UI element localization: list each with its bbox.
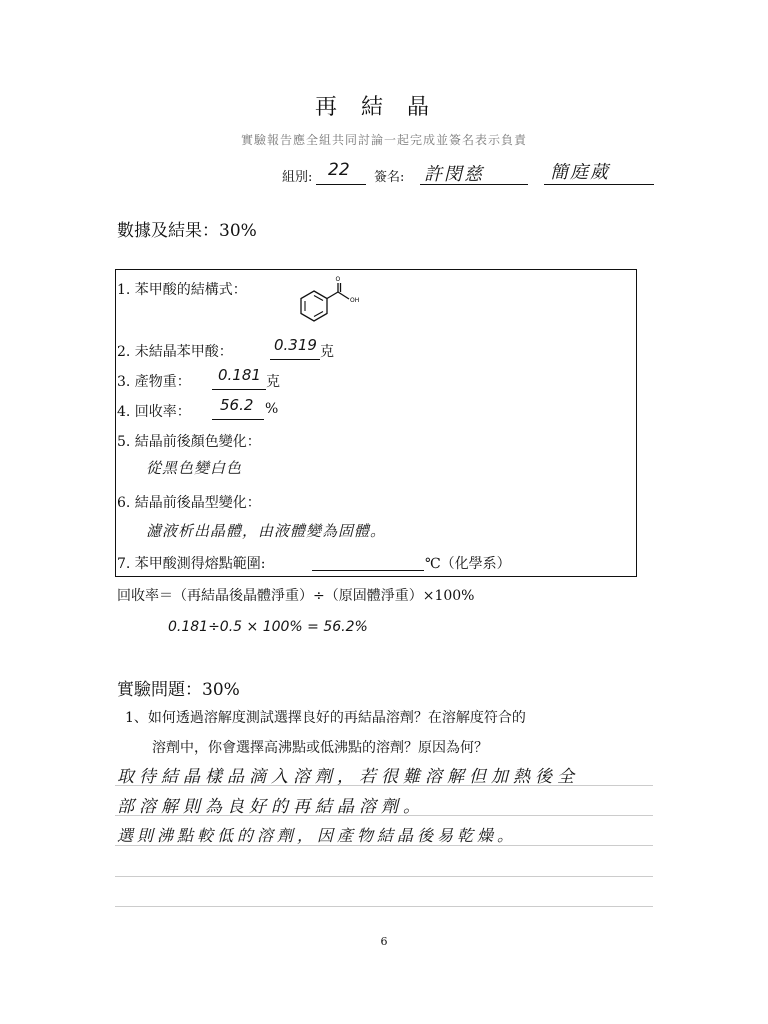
item-2-label: 2. 未結晶苯甲酸： (117, 344, 233, 360)
recovery-calculation: 0.181÷0.5 × 100% = 56.2% (168, 619, 368, 635)
item-1-label: 1. 苯甲酸的結構式： (117, 282, 247, 298)
answer-line-3: 選則沸點較低的溶劑，因產物結晶後易乾燥。 (117, 826, 518, 845)
item-4-label: 4. 回收率： (117, 404, 191, 420)
recovery-formula: 回收率＝（再結晶後晶體淨重）÷（原固體淨重）×100% (117, 588, 475, 604)
item-5-label: 5. 結晶前後顏色變化： (117, 434, 261, 450)
group-underline (316, 184, 366, 185)
item-3-unit: 克 (266, 374, 280, 390)
item-7-label: 7. 苯甲酸測得熔點範圍: (117, 556, 266, 572)
questions-heading: 實驗問題：30% (117, 680, 240, 700)
page-subtitle: 實驗報告應全組共同討論一起完成並簽名表示負責 (240, 133, 527, 147)
item-7-underline (312, 570, 424, 571)
answer-rule-2 (115, 815, 653, 816)
item-6-label: 6. 結晶前後晶型變化： (117, 495, 261, 511)
page-title: 再結晶 (314, 95, 453, 120)
item-4-value: 56.2 (220, 396, 254, 414)
sign-label: 簽名: (374, 170, 405, 185)
item-7-unit: ℃（化學系） (425, 556, 511, 572)
signature-2-underline (544, 184, 654, 185)
answer-line-2: 部溶解則為良好的再結晶溶劑。 (117, 797, 425, 817)
item-4-unit: % (265, 401, 279, 417)
group-value: 22 (328, 160, 350, 180)
item-2-underline (270, 359, 320, 360)
signature-1: 許閔慈 (424, 164, 484, 185)
answer-rule-3 (115, 845, 653, 846)
item-3-label: 3. 產物重： (117, 374, 191, 390)
item-6-answer: 濾液析出晶體，由液體變為固體。 (146, 522, 387, 540)
item-2-unit: 克 (320, 344, 334, 360)
question-1-line-1: 1、如何透過溶解度測試選擇良好的再結晶溶劑？在溶解度符合的 (125, 710, 526, 726)
signature-1-underline (420, 184, 528, 185)
benzoic-acid-structure (292, 273, 362, 331)
item-5-answer: 從黑色變白色 (146, 459, 243, 477)
signature-2: 簡庭葳 (550, 162, 610, 183)
answer-rule-1 (115, 785, 653, 786)
page-number: 6 (380, 935, 388, 948)
group-label: 組別: (282, 170, 313, 185)
item-4-underline (212, 419, 264, 420)
item-3-underline (212, 389, 266, 390)
item-2-value: 0.319 (274, 336, 317, 354)
structure-oh-label: OH (350, 297, 360, 304)
answer-rule-5 (115, 906, 653, 907)
item-3-value: 0.181 (218, 366, 261, 384)
question-1-line-2: 溶劑中，你會選擇高沸點或低沸點的溶劑？原因為何？ (152, 740, 488, 756)
structure-oxygen-label: O (335, 276, 341, 283)
data-results-heading: 數據及結果：30% (117, 221, 257, 241)
answer-rule-4 (115, 876, 653, 877)
answer-line-1: 取待結晶樣品滴入溶劑，若很難溶解但加熱後全 (117, 767, 579, 787)
